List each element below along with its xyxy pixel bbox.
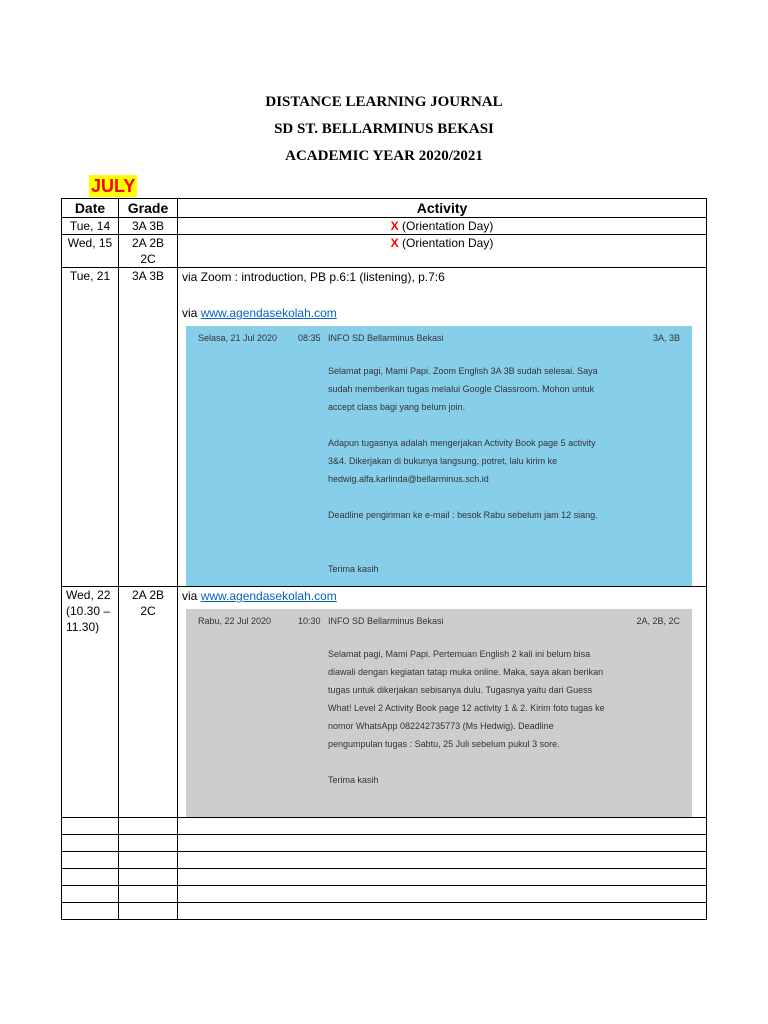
date-header: Date — [62, 199, 119, 218]
journal-title: DISTANCE LEARNING JOURNAL — [265, 94, 503, 110]
message-body — [198, 344, 680, 578]
message-closing: Terima kasih — [328, 564, 379, 574]
row-grade: 3A 3B — [119, 218, 178, 235]
row-date: Tue, 14 — [62, 218, 119, 235]
x-mark: X — [390, 236, 399, 250]
message-card — [186, 609, 692, 817]
empty-row — [62, 818, 707, 835]
via-line — [182, 304, 702, 322]
row-grade: 2A 2B 2C — [119, 235, 178, 268]
message-task: Adapun tugasnya adalah mengerjakan Activity Book page 5 activity 3&4. Dikerjakan di bukunya langsung, potret, lalu kirim ke hedwig.alfa.karlinda@bellarminus.sch.id — [328, 438, 596, 484]
message-sender: INFO SD Bellarminus Bekasi — [328, 333, 444, 343]
row-date: Wed, 22 (10.30 – 11.30) — [62, 587, 119, 818]
message-header — [198, 332, 680, 344]
row-activity — [178, 218, 707, 235]
agendasekolah-link[interactable]: www.agendasekolah.com — [200, 306, 337, 320]
message-header — [198, 615, 680, 627]
empty-row — [62, 886, 707, 903]
row-activity — [178, 587, 707, 818]
message-classes: 3A, 3B — [652, 333, 680, 343]
table-row — [62, 268, 707, 587]
message-text: Selamat pagi, Mami Papi. Pertemuan English 2 kali ini belum bisa diawali dengan kegiatan tatap muka online. Maka, saya akan berikan tugas untuk dikerjakan sebisanya dulu. Tugasnya yaitu dari Guess What! Level 2 Activity Book page 12 activity 1 & 2. Kirim foto tugas ke nomor WhatsApp 082242735773 (Ms Hedwig). Deadline pengumpulan tugas : Sabtu, 25 Juli sebelum pukul 3 sore. — [328, 649, 605, 749]
grade-header: Grade — [119, 199, 178, 218]
empty-row — [62, 852, 707, 869]
academic-year: ACADEMIC YEAR 2020/2021 — [285, 148, 483, 164]
table-row — [62, 587, 707, 818]
row-grade: 3A 3B — [119, 268, 178, 587]
message-date: Selasa, 21 Jul 2020 — [198, 333, 278, 343]
message-time: 08:35 — [298, 333, 321, 343]
journal-table — [61, 198, 707, 920]
table-row — [62, 235, 707, 268]
agendasekolah-link[interactable]: www.agendasekolah.com — [200, 589, 337, 603]
month-label: JULY — [91, 176, 136, 196]
row-date: Tue, 21 — [62, 268, 119, 587]
via-label: via — [182, 589, 201, 603]
row-date: Wed, 15 — [62, 235, 119, 268]
activity-text: (Orientation Day) — [398, 219, 494, 233]
message-classes: 2A, 2B, 2C — [636, 616, 680, 626]
message-greeting: Selamat pagi, Mami Papi. Zoom English 3A 3B sudah selesai. Saya sudah memberikan tugas melalui Google Classroom. Mohon untuk accept class bagi yang belum join. — [328, 366, 598, 412]
via-label: via — [182, 306, 201, 320]
school-name: SD ST. BELLARMINUS BEKASI — [274, 121, 494, 137]
row-grade: 2A 2B 2C — [119, 587, 178, 818]
activity-text: (Orientation Day) — [398, 236, 494, 250]
x-mark: X — [390, 219, 399, 233]
activity-text: via Zoom : introduction, PB p.6:1 (listening), p.7:6 — [182, 270, 445, 284]
row-activity — [178, 235, 707, 268]
table-header-row — [62, 199, 707, 218]
empty-row — [62, 869, 707, 886]
activity-header: Activity — [178, 199, 707, 218]
table-row — [62, 218, 707, 235]
message-deadline: Deadline pengiriman ke e-mail : besok Rabu sebelum jam 12 siang. — [328, 510, 598, 520]
message-sender: INFO SD Bellarminus Bekasi — [328, 616, 444, 626]
row-activity — [178, 268, 707, 587]
empty-row — [62, 835, 707, 852]
message-date: Rabu, 22 Jul 2020 — [198, 616, 272, 626]
message-card — [186, 326, 692, 586]
empty-row — [62, 903, 707, 920]
message-closing: Terima kasih — [328, 775, 379, 785]
message-body — [198, 627, 680, 789]
via-line — [182, 587, 702, 605]
message-time: 10:30 — [298, 616, 321, 626]
